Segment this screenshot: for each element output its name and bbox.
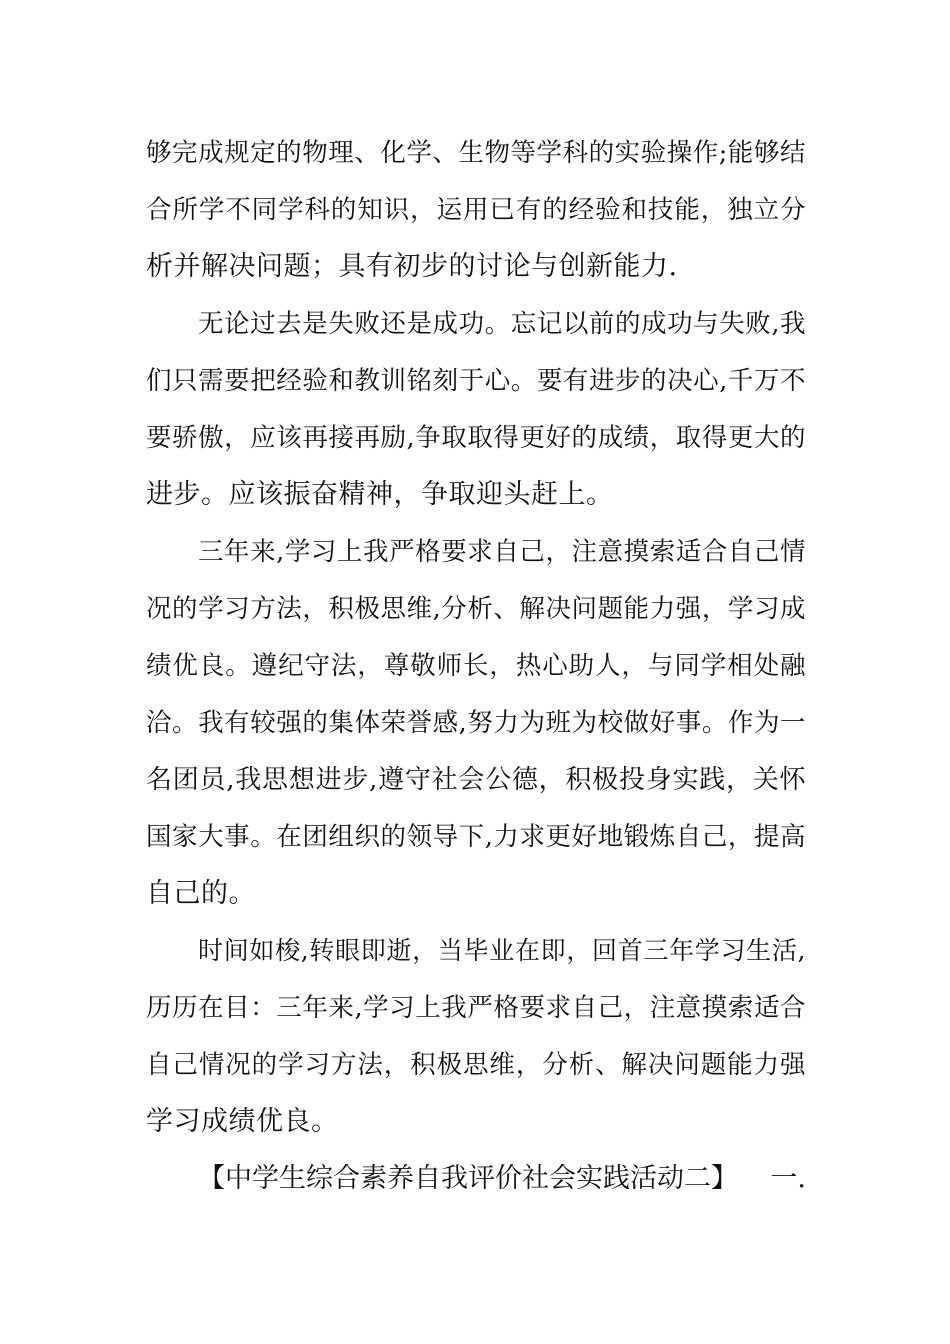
paragraph-1-line-3: 析并解决问题；具有初步的讨论与创新能力. bbox=[146, 251, 678, 282]
paragraph-2-line-3: 要骄傲，应该再接再励,争取取得更好的成绩，取得更大的 bbox=[146, 423, 806, 453]
paragraph-2-line-1: 无论过去是失败还是成功。忘记以前的成功与失败,我 bbox=[198, 309, 806, 339]
paragraph-3-line-4: 洽。我有较强的集体荣誉感,努力为班为校做好事。作为一 bbox=[146, 708, 806, 738]
paragraph-4-line-1: 时间如梭,转眼即逝，当毕业在即，回首三年学习生活, bbox=[198, 936, 806, 965]
paragraph-4-line-3: 自己情况的学习方法，积极思维，分析、解决问题能力强 bbox=[146, 1050, 806, 1080]
paragraph-3-line-5: 名团员,我思想进步,遵守社会公德，积极投身实践，关怀 bbox=[146, 765, 806, 795]
paragraph-2-line-2: 们只需要把经验和教训铭刻于心。要有进步的决心,千万不 bbox=[146, 366, 806, 396]
paragraph-4-line-4: 学习成绩优良。 bbox=[146, 1106, 339, 1137]
paragraph-2-line-4: 进步。应该振奋精神，争取迎头赶上。 bbox=[146, 479, 614, 510]
paragraph-3-line-3: 绩优良。遵纪守法，尊敬师长，热心助人，与同学相处融 bbox=[146, 651, 806, 681]
section-heading bbox=[198, 1159, 806, 1199]
paragraph-3-line-2: 况的学习方法，积极思维,分析、解决问题能力强，学习成 bbox=[146, 594, 806, 624]
section-heading-number: 一. bbox=[770, 1163, 806, 1194]
paragraph-4-line-2: 历历在目：三年来,学习上我严格要求自己，注意摸索适合 bbox=[146, 993, 806, 1023]
paragraph-1-line-2: 合所学不同学科的知识，运用已有的经验和技能，独立分 bbox=[146, 195, 806, 225]
paragraph-3-line-6: 国家大事。在团组织的领导下,力求更好地锻炼自己，提高 bbox=[146, 822, 806, 852]
paragraph-3-line-1: 三年来,学习上我严格要求自己，注意摸索适合自己情 bbox=[198, 537, 806, 567]
section-heading-title: 【中学生综合素养自我评价社会实践活动二】 bbox=[198, 1163, 738, 1194]
paragraph-1-line-1: 够完成规定的物理、化学、生物等学科的实验操作;能够结 bbox=[146, 138, 806, 168]
paragraph-3-line-7: 自己的。 bbox=[146, 878, 256, 909]
